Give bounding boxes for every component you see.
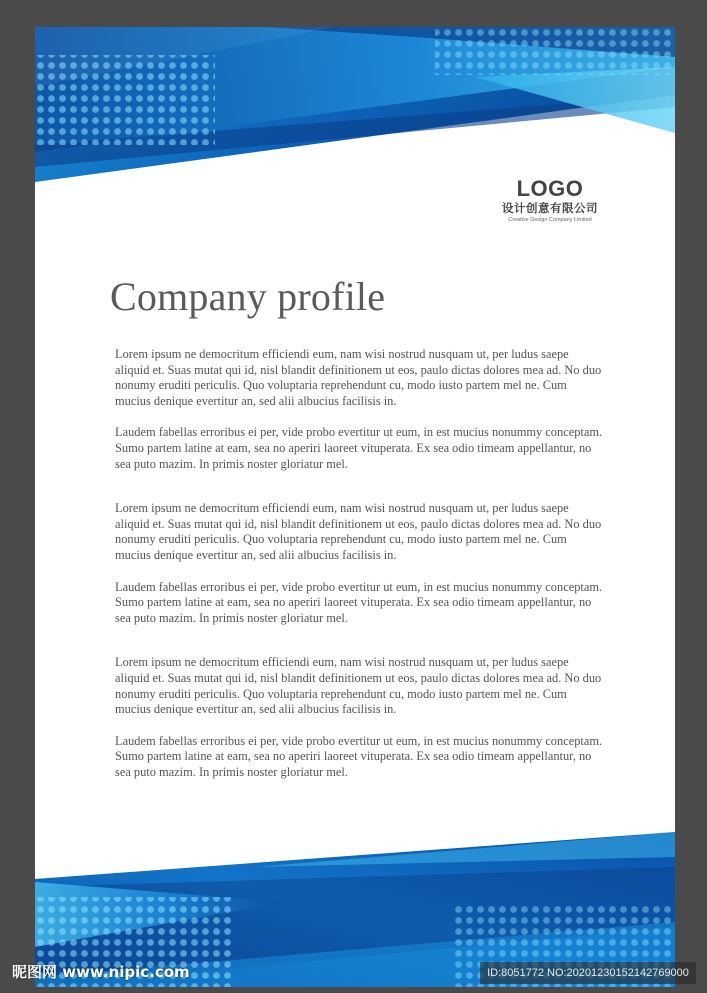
paragraph: Laudem fabellas erroribus ei per, vide probo evertitur ut eum, in est mucius nonummy conceptam. Sumo partem latine at eam, sea no aperiri laoreet vituperata. Ex sea odio timeam appellantur, no sea puto mazim. In primis noster gloriatur mel. [115,733,603,779]
paragraph: Lorem ipsum ne democritum efficiendi eum, nam wisi nostrud nusquam ut, per ludus saepe aliquid et. Suas mutat qui id, nisl blandit definitionem ut eos, paulo dictas dolores mea ad. No duo nonumy eruditi periculis. Quo voluptaria reprehendunt cu, modo iusto partem mel ne. Cum mucius denique evertitur an, sed alii albucius facilisis in. [115,655,602,717]
paragraph: Laudem fabellas erroribus ei per, vide probo evertitur ut eum, in est mucius nonummy conceptam. Sumo partem latine at eam, sea no aperiri laoreet vituperata. Ex sea odio timeam appellantur, no sea puto mazim. In primis noster gloriatur mel. [115,425,603,471]
letterhead-page [35,27,675,987]
logo-word: LOGO [516,176,584,201]
page-title: Company profile [110,274,386,319]
logo-english-name: Creative Design Company Limited [508,217,592,223]
watermark-id: ID:8051772 NO:20201230152142769000 [480,962,696,984]
paragraph: Lorem ipsum ne democritum efficiendi eum, nam wisi nostrud nusquam ut, per ludus saepe aliquid et. Suas mutat qui id, nisl blandit definitionem ut eos, paulo dictas dolores mea ad. No duo nonumy eruditi periculis. Quo voluptaria reprehendunt cu, modo iusto partem mel ne. Cum mucius denique evertitur an, sed alii albucius facilisis in. [115,501,602,562]
paragraph: Lorem ipsum ne democritum efficiendi eum, nam wisi nostrud nusquam ut, per ludus saepe aliquid et. Suas mutat qui id, nisl blandit definitionem ut eos, paulo dictas dolores mea ad. No duo nonumy eruditi periculis. Quo voluptaria reprehendunt cu, modo iusto partem mel ne. Cum mucius denique evertitur an, sed alii albucius facilisis in. [115,347,602,408]
body-text [115,347,605,780]
watermark-site: 昵图网 www.nipic.com [12,963,190,981]
top-blue-banner [35,27,675,187]
paragraph: Laudem fabellas erroribus ei per, vide probo evertitur ut eum, in est mucius nonummy conceptam. Sumo partem latine at eam, sea no aperiri laoreet vituperata. Ex sea odio timeam appellantur, no sea puto mazim. In primis noster gloriatur mel. [115,579,603,625]
company-logo [490,177,610,224]
logo-chinese-name: 设计创意有限公司 [502,201,598,215]
